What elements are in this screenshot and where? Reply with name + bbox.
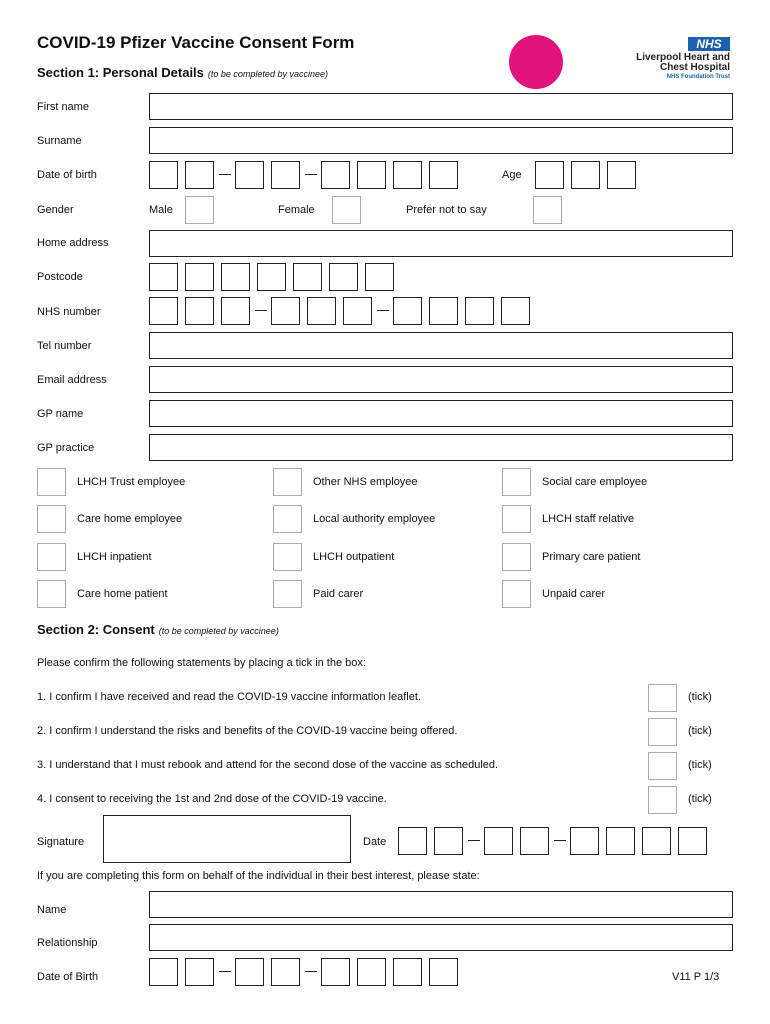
signature-field[interactable] <box>103 815 351 863</box>
org-name: Liverpool Heart and Chest Hospital <box>636 52 730 73</box>
section2-heading: Section 2: Consent (to be completed by vaccinee) <box>37 622 279 637</box>
dob-box[interactable] <box>357 161 386 189</box>
category-checkbox[interactable] <box>37 543 66 571</box>
age-box[interactable] <box>607 161 636 189</box>
consent-tick-box[interactable] <box>648 718 677 746</box>
rep-dob-box[interactable] <box>271 958 300 986</box>
date-box[interactable] <box>678 827 707 855</box>
tick-label: (tick) <box>688 725 712 737</box>
rep-dob-box[interactable] <box>235 958 264 986</box>
surname-field[interactable] <box>149 127 733 154</box>
category-checkbox[interactable] <box>37 580 66 608</box>
category-label: LHCH outpatient <box>313 551 395 563</box>
nhs-box[interactable] <box>465 297 494 325</box>
age-label: Age <box>502 169 522 181</box>
nhs-dash <box>255 310 267 311</box>
nhs-box[interactable] <box>343 297 372 325</box>
gp-practice-label: GP practice <box>37 442 95 454</box>
dob-dash <box>305 174 317 175</box>
dob-box[interactable] <box>185 161 214 189</box>
consent-tick-box[interactable] <box>648 786 677 814</box>
category-label: Local authority employee <box>313 513 436 525</box>
tel-label: Tel number <box>37 340 92 352</box>
category-label: Care home employee <box>77 513 183 525</box>
nhs-box[interactable] <box>501 297 530 325</box>
postcode-box[interactable] <box>329 263 358 291</box>
postcode-label: Postcode <box>37 271 83 283</box>
tick-label: (tick) <box>688 793 712 805</box>
postcode-box[interactable] <box>365 263 394 291</box>
category-label: LHCH staff relative <box>542 513 635 525</box>
postcode-box[interactable] <box>293 263 322 291</box>
email-field[interactable] <box>149 366 733 393</box>
consent-tick-box[interactable] <box>648 752 677 780</box>
date-dash <box>468 840 480 841</box>
postcode-box[interactable] <box>185 263 214 291</box>
date-dash <box>554 840 566 841</box>
age-box[interactable] <box>535 161 564 189</box>
postcode-box[interactable] <box>221 263 250 291</box>
female-checkbox[interactable] <box>332 196 361 224</box>
behalf-instruction: If you are completing this form on behalf of the individual in their best interest, please state: <box>37 870 480 882</box>
dob-label: Date of birth <box>37 169 97 181</box>
section2-note: (to be completed by vaccinee) <box>158 626 279 636</box>
rep-name-field[interactable] <box>149 891 733 918</box>
pink-circle-mark <box>509 35 563 89</box>
consent-statement: 2. I confirm I understand the risks and benefits of the COVID-19 vaccine being offered. <box>37 725 458 737</box>
nhs-box[interactable] <box>307 297 336 325</box>
dob-box[interactable] <box>235 161 264 189</box>
org-sub: NHS Foundation Trust <box>666 74 730 80</box>
category-label: LHCH inpatient <box>77 551 152 563</box>
category-checkbox[interactable] <box>37 468 66 496</box>
nhs-box[interactable] <box>393 297 422 325</box>
prefer-not-checkbox[interactable] <box>533 196 562 224</box>
version-footer: V11 P 1/3 <box>672 971 720 983</box>
category-checkbox[interactable] <box>502 543 531 571</box>
tick-label: (tick) <box>688 759 712 771</box>
consent-statement: 4. I consent to receiving the 1st and 2nd dose of the COVID-19 vaccine. <box>37 793 387 805</box>
rep-dob-box[interactable] <box>357 958 386 986</box>
category-checkbox[interactable] <box>273 543 302 571</box>
postcode-box[interactable] <box>149 263 178 291</box>
dob-box[interactable] <box>321 161 350 189</box>
rep-dob-box[interactable] <box>321 958 350 986</box>
section1-heading: Section 1: Personal Details (to be completed by vaccinee) <box>37 65 328 80</box>
gp-name-label: GP name <box>37 408 84 420</box>
consent-instruction: Please confirm the following statements by placing a tick in the box: <box>37 657 366 669</box>
category-label: LHCH Trust employee <box>77 476 186 488</box>
category-checkbox[interactable] <box>273 505 302 533</box>
date-box[interactable] <box>570 827 599 855</box>
prefer-not-label: Prefer not to say <box>406 204 487 216</box>
date-box[interactable] <box>606 827 635 855</box>
category-checkbox[interactable] <box>502 505 531 533</box>
male-checkbox[interactable] <box>185 196 214 224</box>
rep-dob-box[interactable] <box>149 958 178 986</box>
consent-statement: 3. I understand that I must rebook and attend for the second dose of the vaccine as scheduled. <box>37 759 499 771</box>
date-box[interactable] <box>520 827 549 855</box>
nhs-box[interactable] <box>221 297 250 325</box>
rep-dob-dash <box>219 971 231 972</box>
category-checkbox[interactable] <box>273 580 302 608</box>
dob-box[interactable] <box>429 161 458 189</box>
category-label: Care home patient <box>77 588 168 600</box>
category-checkbox[interactable] <box>502 468 531 496</box>
date-box[interactable] <box>434 827 463 855</box>
dob-box[interactable] <box>149 161 178 189</box>
category-label: Primary care patient <box>542 551 641 563</box>
rep-dob-box[interactable] <box>429 958 458 986</box>
first-name-field[interactable] <box>149 93 733 120</box>
dob-box[interactable] <box>271 161 300 189</box>
gp-name-field[interactable] <box>149 400 733 427</box>
home-address-field[interactable] <box>149 230 733 257</box>
date-label: Date <box>363 836 387 848</box>
nhs-box[interactable] <box>271 297 300 325</box>
gp-practice-field[interactable] <box>149 434 733 461</box>
rep-dob-box[interactable] <box>393 958 422 986</box>
surname-label: Surname <box>37 135 82 147</box>
nhs-box[interactable] <box>149 297 178 325</box>
tick-label: (tick) <box>688 691 712 703</box>
home-address-label: Home address <box>37 237 109 249</box>
category-label: Social care employee <box>542 476 648 488</box>
signature-label: Signature <box>37 836 85 848</box>
tel-field[interactable] <box>149 332 733 359</box>
nhs-dash <box>377 310 389 311</box>
date-box[interactable] <box>642 827 671 855</box>
relationship-label: Relationship <box>37 937 98 949</box>
nhs-logo: NHS <box>688 37 730 51</box>
category-label: Paid carer <box>313 588 364 600</box>
category-checkbox[interactable] <box>502 580 531 608</box>
category-checkbox[interactable] <box>37 505 66 533</box>
category-label: Other NHS employee <box>313 476 418 488</box>
category-label: Unpaid carer <box>542 588 605 600</box>
rep-dob-box[interactable] <box>185 958 214 986</box>
male-label: Male <box>149 204 173 216</box>
page-title: COVID-19 Pfizer Vaccine Consent Form <box>37 33 355 52</box>
category-checkbox[interactable] <box>273 468 302 496</box>
nhs-box[interactable] <box>185 297 214 325</box>
first-name-label: First name <box>37 101 89 113</box>
nhs-box[interactable] <box>429 297 458 325</box>
postcode-box[interactable] <box>257 263 286 291</box>
section1-note: (to be completed by vaccinee) <box>207 69 328 79</box>
email-label: Email address <box>37 374 107 386</box>
female-label: Female <box>278 204 315 216</box>
rep-name-label: Name <box>37 904 67 916</box>
rep-dob-dash <box>305 971 317 972</box>
relationship-field[interactable] <box>149 924 733 951</box>
dob-dash <box>219 174 231 175</box>
gender-label: Gender <box>37 204 74 216</box>
rep-dob-label: Date of Birth <box>37 971 99 983</box>
consent-tick-box[interactable] <box>648 684 677 712</box>
age-box[interactable] <box>571 161 600 189</box>
nhs-number-label: NHS number <box>37 306 101 318</box>
date-box[interactable] <box>484 827 513 855</box>
consent-statement: 1. I confirm I have received and read the COVID-19 vaccine information leaflet. <box>37 691 421 703</box>
date-box[interactable] <box>398 827 427 855</box>
dob-box[interactable] <box>393 161 422 189</box>
